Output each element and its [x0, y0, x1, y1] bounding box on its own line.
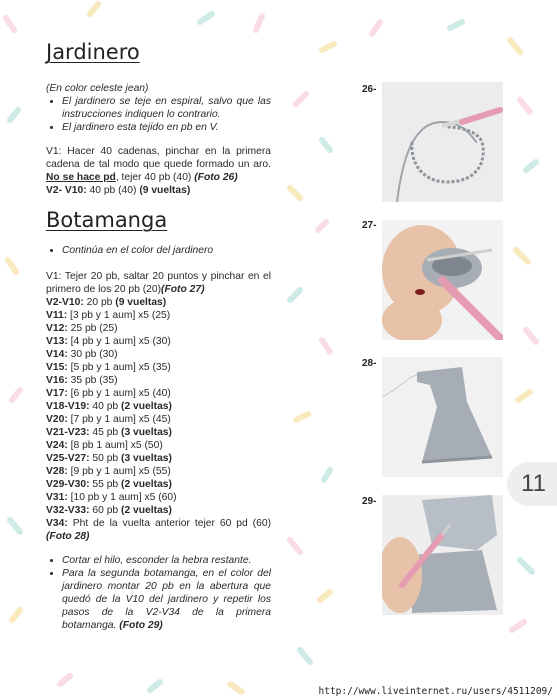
- round-row: V16: 35 pb (35): [46, 375, 118, 386]
- round-row: V17: [6 pb y 1 aum] x5 (40): [46, 388, 171, 399]
- photo-27-leg-split: [382, 220, 503, 340]
- round-row: V2-V10: 20 pb (9 vueltas): [46, 297, 167, 308]
- round-label: V34:: [46, 518, 68, 529]
- round-label: V24:: [46, 440, 68, 451]
- botamanga-bullets: [46, 244, 271, 257]
- round-row: V20: [7 pb y 1 aum] x5 (45): [46, 414, 171, 425]
- round-label: V1:: [46, 146, 62, 157]
- round-row: V12: 25 pb (25): [46, 323, 118, 334]
- photo-label: 27-: [362, 220, 377, 231]
- photo-label: 26-: [362, 84, 377, 95]
- round-v1-botamanga: V1: Tejer 20 pb, saltar 20 puntos y pinchar en el primero de los 20 pb (20)(Foto 27): [46, 271, 271, 295]
- bullet-item: • El jardinero esta tejido en pb en V.: [62, 121, 271, 134]
- round-label: V29-V30:: [46, 479, 90, 490]
- round-row: V29-V30: 55 pb (2 vueltas): [46, 479, 172, 490]
- color-note: (En color celeste jean): [46, 83, 149, 94]
- round-label: V15:: [46, 362, 68, 373]
- round-label: V17:: [46, 388, 68, 399]
- round-row: V18-V19: 40 pb (2 vueltas): [46, 401, 172, 412]
- photo-ref: (Foto 26): [194, 172, 238, 183]
- photo-label: 29-: [362, 496, 377, 507]
- round-row: V28: [9 pb y 1 aum] x5 (55): [46, 466, 171, 477]
- rounds-list: [46, 296, 271, 517]
- bullet-item: • Continúa en el color del jardinero: [62, 244, 271, 257]
- round-label: V13:: [46, 336, 68, 347]
- round-row: V24: [8 pb 1 aum] x5 (50): [46, 440, 163, 451]
- section-title-jardinero: Jardinero: [46, 40, 140, 64]
- round-label: V31:: [46, 492, 68, 503]
- round-row: V31: [10 pb y 1 aum] x5 (60): [46, 492, 177, 503]
- photo-label: 28-: [362, 358, 377, 369]
- section-title-botamanga: Botamanga: [46, 208, 168, 232]
- bullet-item: • Para la segunda botamanga, en el color del jardinero montar 20 pb en la abertura que quedó de la V10 del jardinero y repetir los pasos de la V2-V34 de la primera botamanga. (Foto 29): [62, 567, 271, 632]
- round-row: V11: [3 pb y 1 aum] x5 (25): [46, 310, 171, 321]
- pattern-text-column: [46, 40, 271, 632]
- round-label: V14:: [46, 349, 68, 360]
- round-label: V16:: [46, 375, 68, 386]
- round-label: V2- V10:: [46, 185, 87, 196]
- round-row: V25-V27: 50 pb (3 vueltas): [46, 453, 172, 464]
- page-number: 11: [521, 470, 546, 497]
- jardinero-bullets: [46, 95, 271, 134]
- round-label: V21-V23:: [46, 427, 90, 438]
- bullet-item: • Cortar el hilo, esconder la hebra restante.: [62, 554, 271, 567]
- watermark-url: http://www.liveinternet.ru/users/4511209/: [318, 686, 553, 697]
- round-v1-jardinero: V1: Hacer 40 cadenas, pinchar en la primera cadena de tal modo que quede formado un aro. No se hace pd, tejer 40 pb (40) (Foto 26): [46, 146, 271, 183]
- round-label: V18-V19:: [46, 401, 90, 412]
- photo-28-flared-leg: [382, 357, 503, 477]
- round-row: V13: [4 pb y 1 aum] x5 (30): [46, 336, 171, 347]
- photo-ref: (Foto 29): [119, 620, 163, 631]
- round-label: V20:: [46, 414, 68, 425]
- round-label: V11:: [46, 310, 68, 321]
- photo-26-chain-ring: [382, 82, 503, 202]
- photo-29-second-leg: [382, 495, 503, 615]
- round-label: V25-V27:: [46, 453, 90, 464]
- bullet-item: • El jardinero se teje en espiral, salvo que las instrucciones indiquen lo contrario.: [62, 95, 271, 121]
- round-label: V28:: [46, 466, 68, 477]
- finishing-bullets: [46, 554, 271, 632]
- round-row: V15: [5 pb y 1 aum] x5 (35): [46, 362, 171, 373]
- round-label: V12:: [46, 323, 68, 334]
- round-label: V32-V33:: [46, 505, 90, 516]
- photo-ref: (Foto 27): [161, 284, 205, 295]
- page-number-tab: [507, 462, 557, 506]
- round-v34: V34: Pht de la vuelta anterior tejer 60 pd (60) (Foto 28): [46, 518, 271, 542]
- round-label: V2-V10:: [46, 297, 84, 308]
- underlined-note: No se hace pd: [46, 172, 116, 183]
- round-label: V1:: [46, 271, 62, 282]
- round-v2-v10-jardinero: V2- V10: 40 pb (40) (9 vueltas): [46, 185, 191, 196]
- round-row: V14: 30 pb (30): [46, 349, 118, 360]
- photo-ref: (Foto 28): [46, 531, 90, 542]
- round-row: V32-V33: 60 pb (2 vueltas): [46, 505, 172, 516]
- round-row: V21-V23: 45 pb (3 vueltas): [46, 427, 172, 438]
